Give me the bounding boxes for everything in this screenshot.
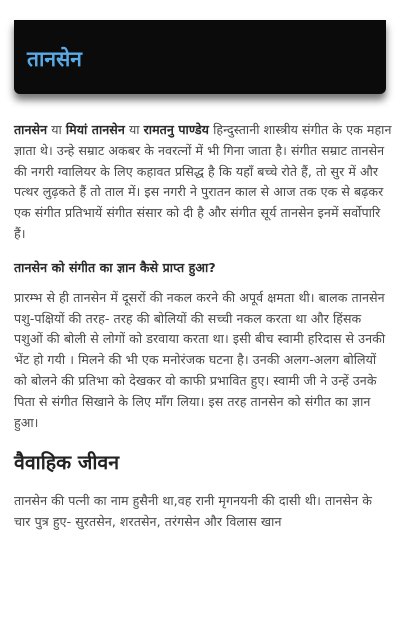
connector-text: या [124,122,144,137]
name-tansen: तानसेन [14,122,48,137]
section-heading: वैवाहिक जीवन [14,451,120,475]
title-bar [14,20,386,94]
article-body [14,120,392,533]
marriage-paragraph: तानसेन की पत्नी का नाम हुसैनी था,वह रानी मृगनयनी की दासी थी। तानसेन के चार पुत्र हुए- सुरतसेन, शरतसेन, तरंगसेन और विलास खान [14,493,372,530]
learning-paragraph: प्रारम्भ से ही तानसेन में दूसरों की नकल करने की अपूर्व क्षमता थी। बालक तानसेन पशु-पक्षियों की तरह- तरह की बोलियों की सच्ची नकल करता था और हिंसक पशुओं की बोली से लोगों को डरवाया करता था। इसी बीच स्वामी हरिदास से उनकी भेंट हो गयी । मिलने की भी एक मनोरंजक घटना है। उनकी अलग-अलग बोलियों को बोलने की प्रतिभा को देखकर वो काफी प्रभावित हुए। स्वामी जी ने उन्हें उनके पिता से संगीत सिखाने के लिए माँग लिया। इस तरह तानसेन को संगीत का ज्ञान हुआ। [14,289,386,430]
name-ramtanu-pandey: रामतनु पाण्डेय [143,122,210,137]
page-title: तानसेन [27,47,82,71]
question-heading: तानसेन को संगीत का ज्ञान कैसे प्राप्त हुआ? [14,259,216,275]
connector-text: या [47,122,66,137]
name-miyan-tansen: मियां तानसेन [65,122,125,137]
intro-text: हिन्दुस्तानी शास्त्रीय संगीत के एक महान ज्ञाता थे। उन्हे सम्राट अकबर के नवरत्नों में भी गिना जाता है। संगीत सम्राट तानसेन की नगरी ग्वालियर के लिए कहावत प्रसिद्ध है कि यहाँ बच्चे रोते हैं, तो सुर में और पत्थर लुढ़कते हैं तो ताल में। इस नगरी ने पुरातन काल से आज तक एक से बढ़कर एक संगीत प्रतिभायें संगीत संसार को दी है और संगीत सूर्य तानसेन इनमें सर्वोपारि हैं। [14,122,392,241]
intro-paragraph [14,120,392,245]
